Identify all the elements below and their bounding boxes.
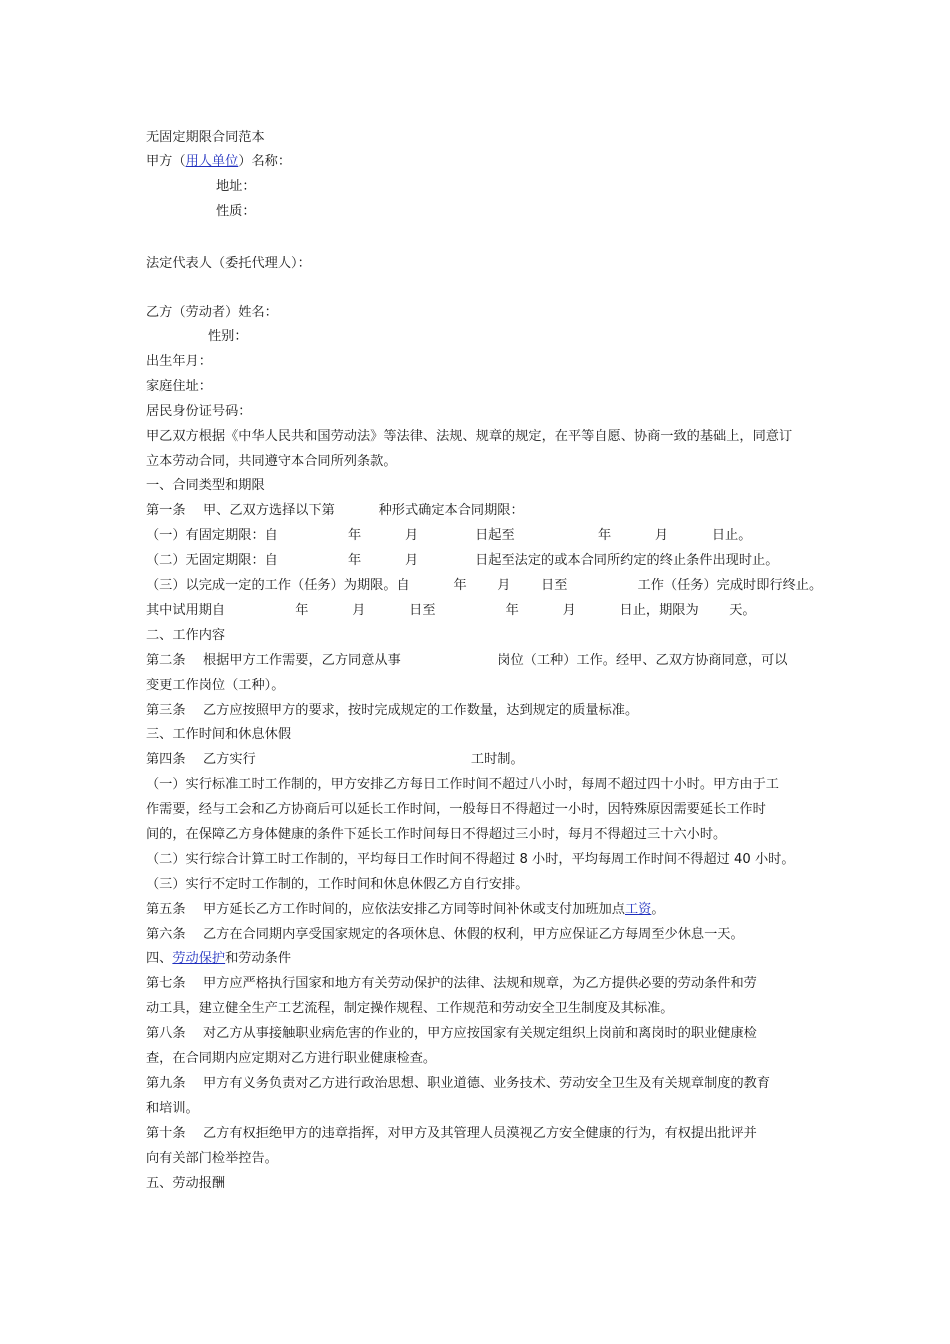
- wages-link[interactable]: 工资: [624, 902, 652, 917]
- document-title: 无固定期限合同范本: [146, 130, 265, 145]
- section-4-prefix: 四、: [146, 951, 173, 966]
- article-10-line: 向有关部门检举控告。: [146, 1151, 278, 1166]
- article-3: 第三条 乙方应按照甲方的要求，按时完成规定的工作数量，达到规定的质量标准。: [146, 703, 639, 718]
- article-4: 第四条 乙方实行 工时制。: [146, 752, 524, 767]
- article-4-a-line: 作需要，经与工会和乙方协商后可以延长工作时间，一般每日不得超过一小时，因特殊原因需要延长工作时: [146, 802, 766, 817]
- preamble-line: 立本劳动合同，共同遵守本合同所列条款。: [146, 454, 397, 469]
- party-b-birth: 出生年月：: [146, 354, 212, 369]
- party-a-suffix: ）名称：: [238, 154, 292, 169]
- party-a-prefix: 甲方（: [146, 154, 186, 169]
- party-b-id-number: 居民身份证号码：: [146, 404, 252, 419]
- article-4-a-line: （一）实行标准工时工作制的，甲方安排乙方每日工作时间不超过八小时，每周不超过四十小时。甲方由于工: [146, 777, 779, 792]
- probation-period: 其中试用期自 年 月 日至 年 月 日止，期限为 天。: [146, 603, 756, 618]
- article-5: [146, 900, 826, 920]
- article-1-option-c: （三）以完成一定的工作（任务）为期限。自 年 月 日至 工作（任务）完成时即行终止。: [146, 578, 823, 593]
- section-heading: 一、合同类型和期限: [146, 478, 265, 493]
- article-4-c: （三）实行不定时工作制的，工作时间和休息休假乙方自行安排。: [146, 877, 529, 892]
- article-4-a-line: 间的，在保障乙方身体健康的条件下延长工作时间每日不得超过三小时，每月不得超过三十六小时。: [146, 827, 727, 842]
- article-1-option-b: （二）无固定期限：自 年 月 日起至法定的或本合同所约定的终止条件出现时止。: [146, 553, 779, 568]
- article-1: 第一条 甲、乙双方选择以下第 种形式确定本合同期限：: [146, 503, 524, 518]
- section-4-suffix: 和劳动条件: [225, 951, 292, 966]
- party-a-nature: 性质：: [216, 204, 256, 219]
- article-2-line: 变更工作岗位（工种）。: [146, 678, 285, 693]
- section-heading: [146, 949, 826, 969]
- article-10-line: 第十条 乙方有权拒绝甲方的违章指挥，对甲方及其管理人员漠视乙方安全健康的行为，有权提出批评并: [146, 1126, 757, 1141]
- legal-representative: 法定代表人（委托代理人）：: [146, 256, 311, 271]
- section-heading: 五、劳动报酬: [146, 1176, 226, 1191]
- party-b-name: 乙方（劳动者）姓名：: [146, 305, 278, 320]
- article-1-option-a: （一）有固定期限：自 年 月 日起至 年 月 日止。: [146, 528, 752, 543]
- article-7-line: 第七条 甲方应严格执行国家和地方有关劳动保护的法律、法规和规章，为乙方提供必要的劳动条件和劳: [146, 976, 757, 991]
- article-5-text: 第五条 甲方延长乙方工作时间的，应依法安排乙方同等时间补休或支付加班加点: [146, 902, 625, 917]
- party-b-gender: 性别：: [208, 329, 248, 344]
- labor-protection-link[interactable]: 劳动保护: [172, 951, 226, 966]
- party-b-address: 家庭住址：: [146, 379, 212, 394]
- section-heading: 二、工作内容: [146, 628, 226, 643]
- article-7-line: 动工具，建立健全生产工艺流程，制定操作规程、工作规范和劳动安全卫生制度及其标准。: [146, 1001, 674, 1016]
- article-9-line: 和培训。: [146, 1101, 199, 1116]
- article-2-line: 第二条 根据甲方工作需要，乙方同意从事 岗位（工种）工作。经甲、乙双方协商同意，可以: [146, 653, 788, 668]
- employer-link[interactable]: 用人单位: [185, 154, 239, 169]
- party-a-name-line: [146, 152, 826, 172]
- article-8-line: 查，在合同期内应定期对乙方进行职业健康检查。: [146, 1051, 437, 1066]
- article-9-line: 第九条 甲方有义务负责对乙方进行政治思想、职业道德、业务技术、劳动安全卫生及有关规章制度的教育: [146, 1076, 771, 1091]
- preamble-line: 甲乙双方根据《中华人民共和国劳动法》等法律、法规、规章的规定，在平等自愿、协商一致的基础上，同意订: [146, 429, 793, 444]
- article-8-line: 第八条 对乙方从事接触职业病危害的作业的，甲方应按国家有关规定组织上岗前和离岗时的职业健康检: [146, 1026, 757, 1041]
- article-4-b: （二）实行综合计算工时工作制的，平均每日工作时间不得超过 8 小时，平均每周工作时间不得超过 40 小时。: [146, 852, 795, 867]
- article-5-end: 。: [651, 902, 665, 917]
- section-heading: 三、工作时间和休息休假: [146, 727, 292, 742]
- party-a-address: 地址：: [216, 179, 256, 194]
- article-6: 第六条 乙方在合同期内享受国家规定的各项休息、休假的权利，甲方应保证乙方每周至少休息一天。: [146, 927, 744, 942]
